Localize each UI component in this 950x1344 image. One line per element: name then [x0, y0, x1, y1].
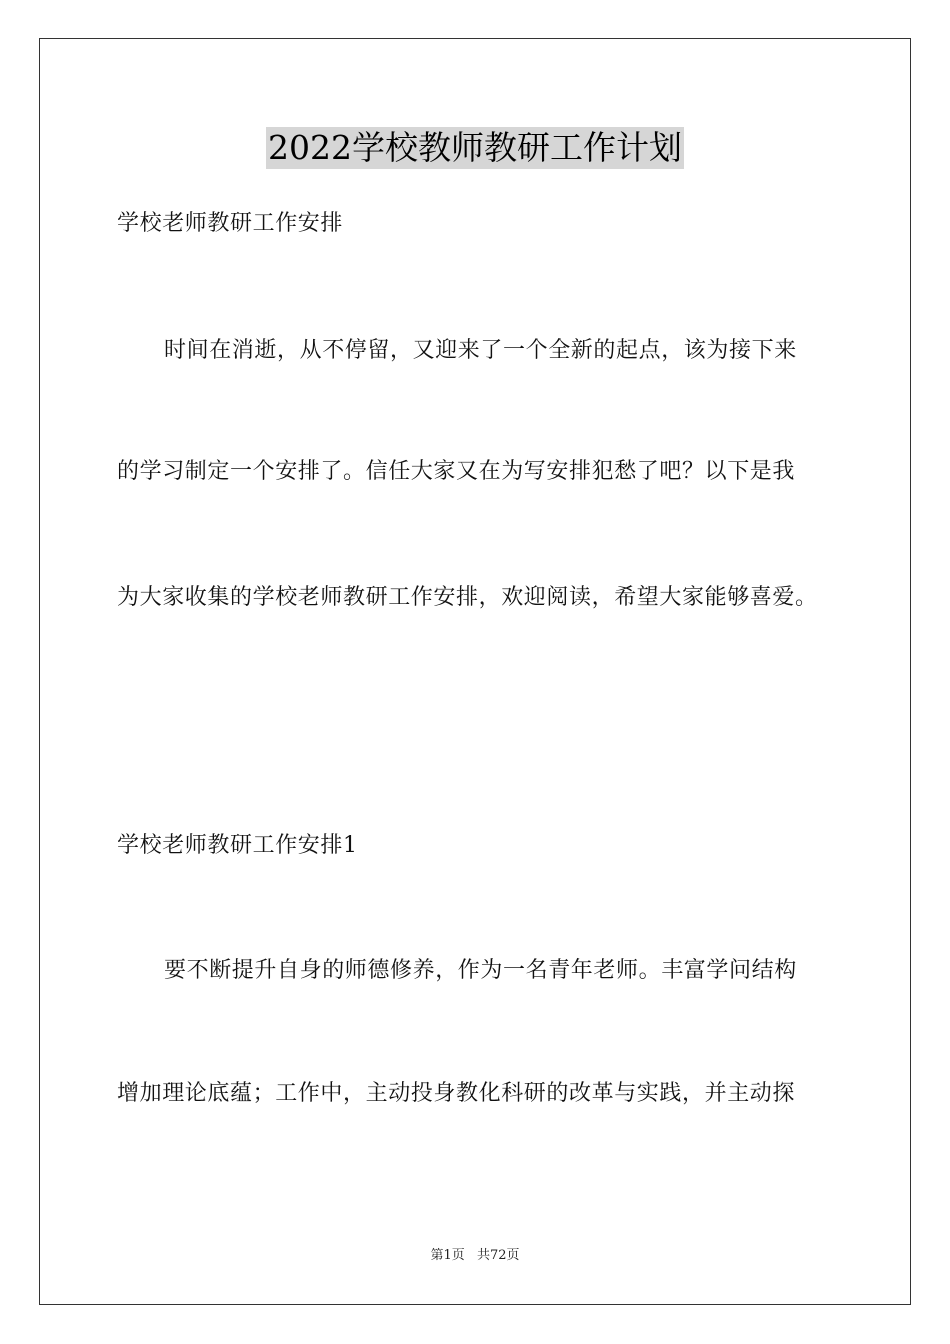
document-subtitle: 学校老师教研工作安排	[117, 211, 344, 236]
page-footer	[0, 1247, 950, 1265]
paragraph-line: 的学习制定一个安排了。信任大家又在为写安排犯愁了吧？以下是我	[117, 459, 796, 484]
section-heading: 学校老师教研工作安排1	[117, 833, 358, 858]
paragraph-line: 时间在消逝，从不停留，又迎来了一个全新的起点，该为接下来	[164, 338, 797, 363]
title-container	[0, 127, 950, 169]
page-total: 共72页	[476, 1248, 520, 1263]
document-title: 2022学校教师教研工作计划	[268, 128, 682, 167]
paragraph-line: 增加理论底蕴；工作中，主动投身教化科研的改革与实践，并主动探	[117, 1081, 796, 1106]
page-number: 第1页	[430, 1248, 465, 1263]
paragraph-line: 为大家收集的学校老师教研工作安排，欢迎阅读，希望大家能够喜爱。	[117, 585, 818, 610]
paragraph-line: 要不断提升自身的师德修养，作为一名青年老师。丰富学问结构	[164, 958, 797, 983]
